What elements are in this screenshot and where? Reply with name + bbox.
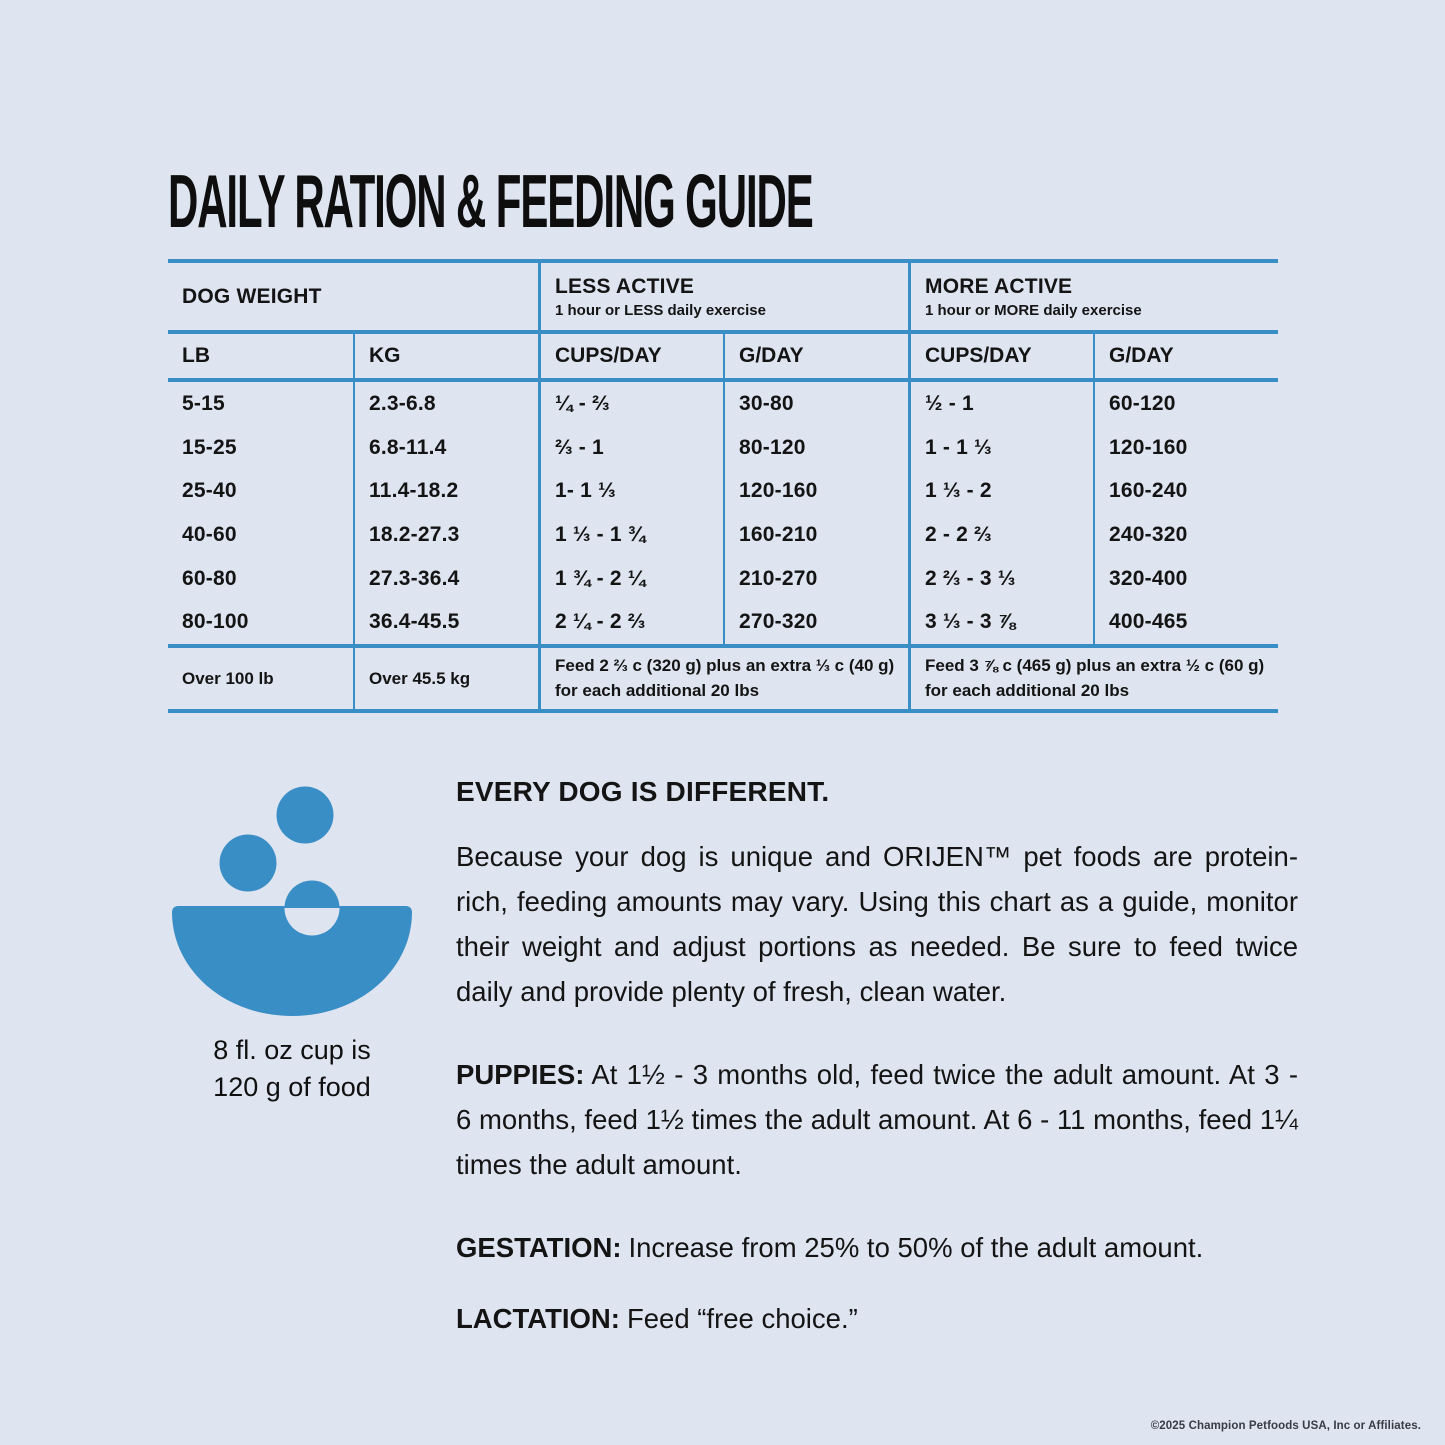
table-cell: 120-160 bbox=[723, 469, 908, 513]
table-cell: 6.8-11.4 bbox=[353, 426, 538, 470]
table-header-row bbox=[168, 334, 1278, 382]
lactation-label: LACTATION: bbox=[456, 1303, 620, 1334]
table-cell: 2 ⅔ - 3 ⅓ bbox=[908, 557, 1093, 601]
table-cell: 60-80 bbox=[182, 566, 237, 590]
table-cell: 2 - 2 ⅔ bbox=[908, 513, 1093, 557]
table-cell: 210-270 bbox=[723, 557, 908, 601]
lactation-text: Feed “free choice.” bbox=[626, 1303, 858, 1334]
notes-body: Because your dog is unique and ORIJEN™ pet foods are protein-rich, feeding amounts may vary. Using this chart as a guide, monitor their weight and adjust portions as needed. Be sure to feed twice daily and provide plenty of fresh, clean water. bbox=[456, 841, 1298, 1007]
table-cell: 160-210 bbox=[723, 513, 908, 557]
table-cell: 1- 1 ⅓ bbox=[538, 469, 723, 513]
table-cell: 1 - 1 ⅓ bbox=[908, 426, 1093, 470]
dog-weight-label: DOG WEIGHT bbox=[182, 284, 322, 308]
table-cell: ½ - 1 bbox=[908, 382, 1093, 426]
table-cell: 60-120 bbox=[1093, 382, 1278, 426]
kibble-bowl-icon bbox=[172, 786, 412, 1016]
table-cell: 1 ¾ - 2 ¼ bbox=[538, 557, 723, 601]
cup-measure-note bbox=[172, 786, 412, 1106]
col-group-more-active bbox=[908, 263, 1278, 330]
col-group-dog-weight bbox=[168, 263, 538, 330]
cup-note-line1: 8 fl. oz cup is bbox=[213, 1035, 371, 1065]
over-more-active-cell: Feed 3 ⅞ c (465 g) plus an extra ½ c (60 g) for each additional 20 lbs bbox=[908, 648, 1278, 709]
header-kg: KG bbox=[353, 334, 538, 378]
table-cell: 2.3-6.8 bbox=[353, 382, 538, 426]
header-more-cups: CUPS/DAY bbox=[908, 334, 1093, 378]
table-cell: 2 ¼ - 2 ⅔ bbox=[538, 600, 723, 644]
table-cell: 1 ⅓ - 2 bbox=[908, 469, 1093, 513]
lactation-note bbox=[456, 1296, 1298, 1341]
over-kg-cell: Over 45.5 kg bbox=[353, 648, 538, 709]
header-less-cups: CUPS/DAY bbox=[538, 334, 723, 378]
table-cell: 3 ⅓ - 3 ⅞ bbox=[908, 600, 1093, 644]
table-cell: 120-160 bbox=[1093, 426, 1278, 470]
table-cell: 80-120 bbox=[723, 426, 908, 470]
over-lb-cell: Over 100 lb bbox=[182, 668, 274, 688]
table-cell: 15-25 bbox=[182, 435, 237, 459]
table-cell: 80-100 bbox=[182, 610, 249, 634]
puppies-text: At 1½ - 3 months old, feed twice the adult amount. At 3 - 6 months, feed 1½ times the adult amount. At 6 - 11 months, feed 1¼ times the adult amount. bbox=[456, 1059, 1298, 1180]
header-less-g: G/DAY bbox=[723, 334, 908, 378]
table-cell: 27.3-36.4 bbox=[353, 557, 538, 601]
puppies-note bbox=[456, 1052, 1298, 1187]
more-active-subtitle: 1 hour or MORE daily exercise bbox=[925, 301, 1142, 319]
header-more-g: G/DAY bbox=[1093, 334, 1278, 378]
less-active-label: LESS ACTIVE bbox=[555, 274, 695, 298]
table-cell: 270-320 bbox=[723, 600, 908, 644]
gestation-text: Increase from 25% to 50% of the adult amount. bbox=[628, 1232, 1204, 1263]
more-active-label: MORE ACTIVE bbox=[925, 274, 1073, 298]
page-title-text: DAILY RATION & FEEDING GUIDE bbox=[168, 159, 813, 243]
table-cell: 18.2-27.3 bbox=[353, 513, 538, 557]
header-lb: LB bbox=[182, 344, 210, 367]
table-cell: 5-15 bbox=[182, 391, 225, 415]
feeding-table bbox=[168, 259, 1278, 713]
table-cell: ¼ - ⅔ bbox=[538, 382, 723, 426]
table-over-row bbox=[168, 648, 1278, 713]
puppies-label: PUPPIES: bbox=[456, 1059, 585, 1090]
table-cell: 160-240 bbox=[1093, 469, 1278, 513]
col-group-less-active bbox=[538, 263, 908, 330]
less-active-subtitle: 1 hour or LESS daily exercise bbox=[555, 301, 766, 319]
page-title bbox=[168, 158, 1319, 243]
table-cell: 30-80 bbox=[723, 382, 908, 426]
gestation-note bbox=[456, 1225, 1298, 1270]
table-group-header-row bbox=[168, 263, 1278, 334]
table-cell: 240-320 bbox=[1093, 513, 1278, 557]
cup-note-line2: 120 g of food bbox=[213, 1072, 371, 1102]
cup-note-text bbox=[172, 1032, 412, 1106]
table-cell: 11.4-18.2 bbox=[353, 469, 538, 513]
table-cell: ⅔ - 1 bbox=[538, 426, 723, 470]
table-cell: 400-465 bbox=[1093, 600, 1278, 644]
gestation-label: GESTATION: bbox=[456, 1232, 622, 1263]
table-body bbox=[168, 382, 1278, 648]
table-cell: 40-60 bbox=[182, 522, 237, 546]
notes-heading: EVERY DOG IS DIFFERENT. bbox=[456, 776, 830, 807]
table-cell: 25-40 bbox=[182, 479, 237, 503]
table-cell: 36.4-45.5 bbox=[353, 600, 538, 644]
over-less-active-cell: Feed 2 ⅔ c (320 g) plus an extra ⅓ c (40 g) for each additional 20 lbs bbox=[538, 648, 908, 709]
copyright-notice: ©2025 Champion Petfoods USA, Inc or Affiliates. bbox=[1150, 1420, 1421, 1432]
table-cell: 320-400 bbox=[1093, 557, 1278, 601]
table-cell: 1 ⅓ - 1 ¾ bbox=[538, 513, 723, 557]
feeding-notes bbox=[456, 776, 1298, 1341]
